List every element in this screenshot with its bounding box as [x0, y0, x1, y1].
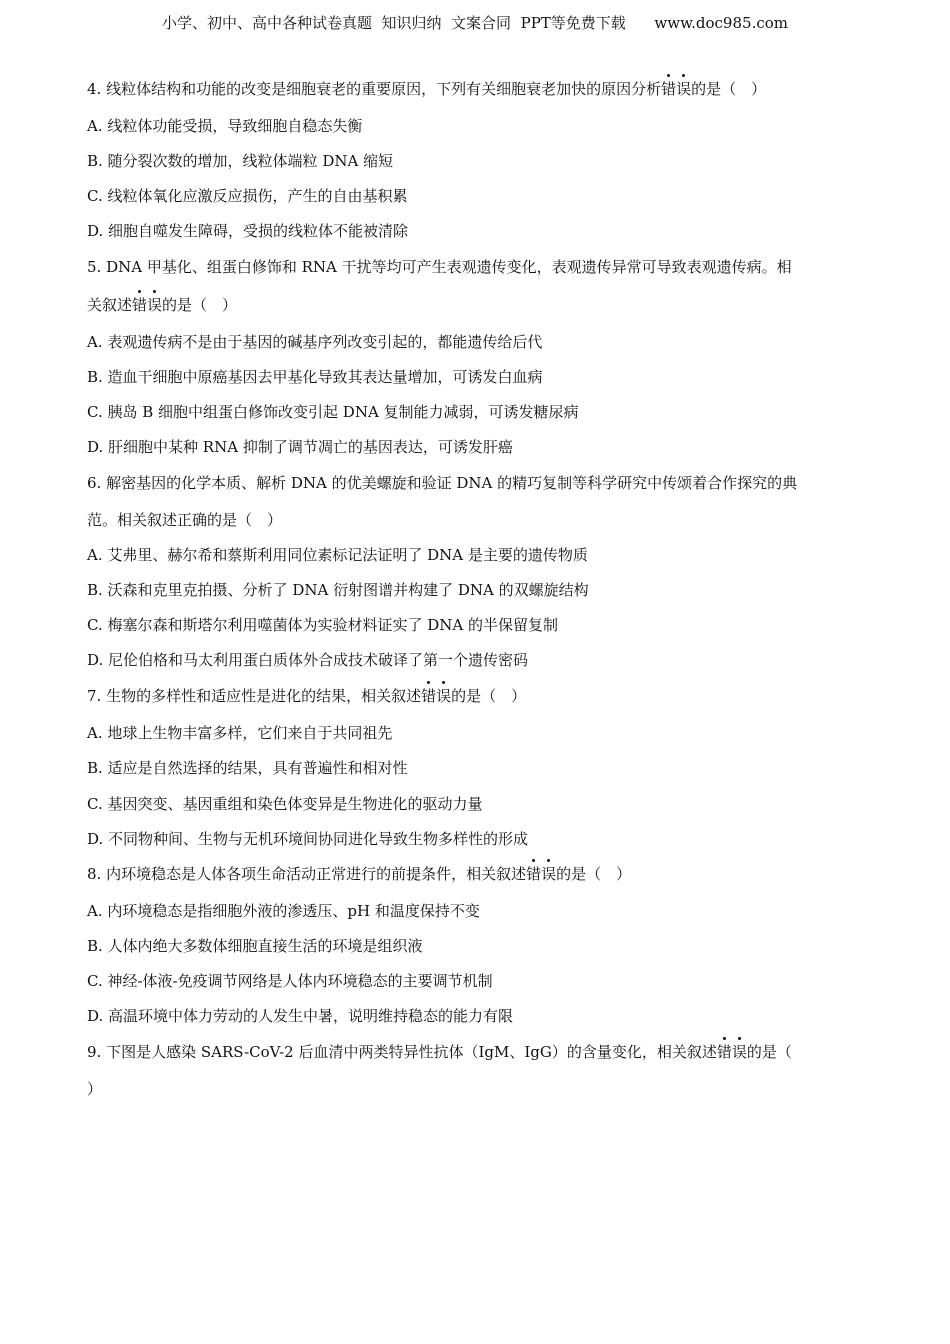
- emphasis-dot-char: 误: [676, 80, 692, 98]
- question-8-option-b: B. 人体内绝大多数体细胞直接生活的环境是组织液: [87, 937, 423, 955]
- question-6-option-a: A. 艾弗里、赫尔希和蔡斯利用同位素标记法证明了 DNA 是主要的遗传物质: [87, 546, 588, 564]
- question-5-stem-line-2: 关叙述错误的是（ ）: [87, 296, 238, 314]
- question-5-option-c: C. 胰岛 B 细胞中组蛋白修饰改变引起 DNA 复制能力减弱，可诱发糖尿病: [87, 403, 579, 421]
- question-8-option-c: C. 神经-体液-免疫调节网络是人体内环境稳态的主要调节机制: [87, 972, 493, 990]
- emphasis-dot-char: 错: [526, 865, 542, 883]
- question-7-option-a: A. 地球上生物丰富多样，它们来自于共同祖先: [87, 724, 393, 742]
- emphasis-dot-char: 误: [436, 687, 452, 705]
- emphasis-dot-char: 错: [716, 1043, 732, 1061]
- question-8-stem: 8. 内环境稳态是人体各项生命活动正常进行的前提条件，相关叙述错误的是（ ）: [87, 865, 632, 883]
- question-5-option-d: D. 肝细胞中某种 RNA 抑制了调节凋亡的基因表达，可诱发肝癌: [87, 438, 513, 456]
- emphasis-dot-char: 误: [731, 1043, 747, 1061]
- emphasis-dot-char: 错: [661, 80, 677, 98]
- question-7-option-d: D. 不同物种间、生物与无机环境间协同进化导致生物多样性的形成: [87, 830, 529, 848]
- question-4-option-d: D. 细胞自噬发生障碍，受损的线粒体不能被清除: [87, 222, 409, 240]
- question-4-stem: 4. 线粒体结构和功能的改变是细胞衰老的重要原因，下列有关细胞衰老加快的原因分析错误的是（ ）: [87, 80, 767, 98]
- emphasis-dot-char: 误: [541, 865, 557, 883]
- question-5-option-b: B. 造血干细胞中原癌基因去甲基化导致其表达量增加，可诱发白血病: [87, 368, 543, 386]
- question-7-option-c: C. 基因突变、基因重组和染色体变异是生物进化的驱动力量: [87, 795, 483, 813]
- question-5-option-a: A. 表观遗传病不是由于基因的碱基序列改变引起的，都能遗传给后代: [87, 333, 543, 351]
- question-6-stem-line-1: 6. 解密基因的化学本质、解析 DNA 的优美螺旋和验证 DNA 的精巧复制等科学研究中传颂着合作探究的典: [87, 474, 798, 492]
- emphasis-dot-char: 误: [147, 296, 163, 314]
- question-4-option-b: B. 随分裂次数的增加，线粒体端粒 DNA 缩短: [87, 152, 394, 170]
- question-7-stem: 7. 生物的多样性和适应性是进化的结果，相关叙述错误的是（ ）: [87, 687, 527, 705]
- question-7-option-b: B. 适应是自然选择的结果，具有普遍性和相对性: [87, 759, 408, 777]
- question-5-stem-line-1: 5. DNA 甲基化、组蛋白修饰和 RNA 干扰等均可产生表观遗传变化，表观遗传异常可导致表观遗传病。相: [87, 258, 792, 276]
- question-9-stem-line-1: 9. 下图是人感染 SARS-CoV-2 后血清中两类特异性抗体（IgM、IgG）的含量变化，相关叙述错误的是（: [87, 1043, 792, 1061]
- question-6-stem-line-2: 范。相关叙述正确的是（ ）: [87, 511, 283, 529]
- question-4-option-c: C. 线粒体氧化应激反应损伤，产生的自由基积累: [87, 187, 408, 205]
- page-header: 小学、初中、高中各种试卷真题 知识归纳 文案合同 PPT等免费下载 www.doc985.com: [161, 14, 788, 32]
- question-6-option-b: B. 沃森和克里克拍摄、分析了 DNA 衍射图谱并构建了 DNA 的双螺旋结构: [87, 581, 589, 599]
- question-9-stem-line-2: ）: [87, 1080, 103, 1098]
- question-6-option-c: C. 梅塞尔森和斯塔尔利用噬菌体为实验材料证实了 DNA 的半保留复制: [87, 616, 559, 634]
- question-4-option-a: A. 线粒体功能受损，导致细胞自稳态失衡: [87, 117, 363, 135]
- emphasis-dot-char: 错: [132, 296, 148, 314]
- emphasis-dot-char: 错: [421, 687, 437, 705]
- question-8-option-d: D. 高温环境中体力劳动的人发生中暑，说明维持稳态的能力有限: [87, 1007, 514, 1025]
- question-8-option-a: A. 内环境稳态是指细胞外液的渗透压、pH 和温度保持不变: [87, 902, 480, 920]
- question-6-option-d: D. 尼伦伯格和马太利用蛋白质体外合成技术破译了第一个遗传密码: [87, 651, 529, 669]
